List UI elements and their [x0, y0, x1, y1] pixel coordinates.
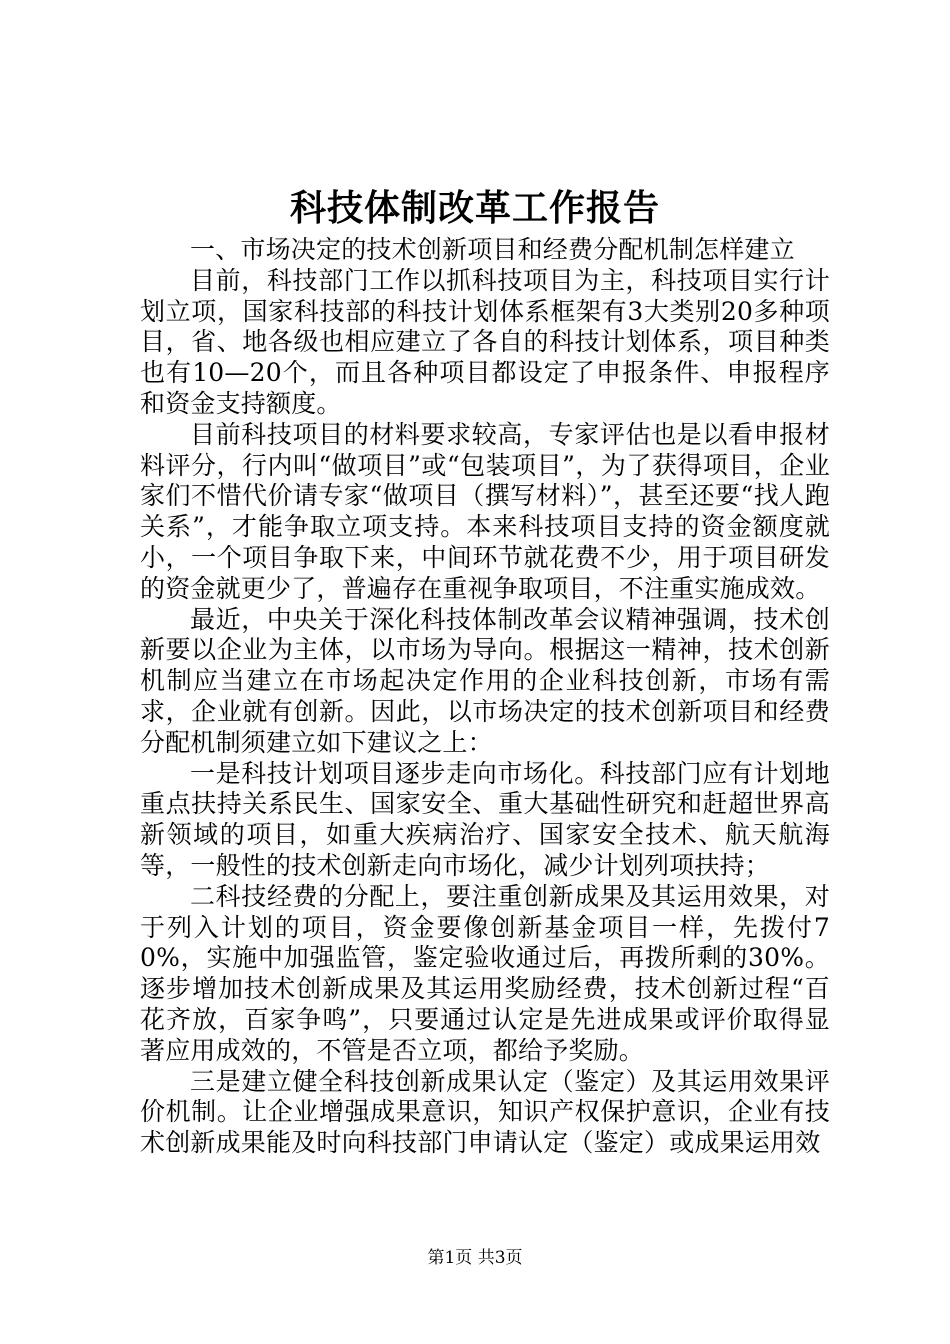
document-title: 科技体制改革工作报告	[289, 187, 660, 229]
page-number-footer: 第1页 共3页	[427, 1248, 523, 1268]
section-heading: 一、市场决定的技术创新项目和经费分配机制怎样建立	[190, 235, 795, 264]
document-body	[140, 235, 830, 1159]
paragraph: 二科技经费的分配上，要注重创新成果及其运用效果，对于列入计划的项目，资金要像创新基金项目一样，先拨付70%，实施中加强监管，鉴定验收通过后，再拨所剩的30%。逐步增加技术创新成果及其运用奖励经费，技术创新过程“百花齐放，百家争鸣”，只要通过认定是先进成果或评价取得显著应用成效的，不管是否立项，都给予奖励。	[140, 881, 830, 1065]
paragraph: 最近，中央关于深化科技体制改革会议精神强调，技术创新要以企业为主体，以市场为导向。根据这一精神，技术创新机制应当建立在市场起决定作用的企业科技创新，市场有需求，企业就有创新。因此，以市场决定的技术创新项目和经费分配机制须建立如下建议之上：	[140, 604, 830, 757]
paragraph: 一是科技计划项目逐步走向市场化。科技部门应有计划地重点扶持关系民生、国家安全、重大基础性研究和赶超世界高新领域的项目，如重大疾病治疗、国家安全技术、航天航海等，一般性的技术创新走向市场化，减少计划列项扶持；	[140, 758, 830, 880]
paragraph: 目前科技项目的材料要求较高，专家评估也是以看申报材料评分，行内叫“做项目”或“包装项目”，为了获得项目，企业家们不惜代价请专家“做项目（撰写材料）”，甚至还要“找人跑关系”，才能争取立项支持。本来科技项目支持的资金额度就小，一个项目争取下来，中间环节就花费不少，用于项目研发的资金就更少了，普遍存在重视争取项目，不注重实施成效。	[140, 419, 830, 603]
paragraph: 目前，科技部门工作以抓科技项目为主，科技项目实行计划立项，国家科技部的科技计划体系框架有3大类别20多种项目，省、地各级也相应建立了各自的科技计划体系，项目种类也有10—20个，而且各种项目都设定了申报条件、申报程序和资金支持额度。	[140, 265, 830, 418]
paragraph: 三是建立健全科技创新成果认定（鉴定）及其运用效果评价机制。让企业增强成果意识，知识产权保护意识，企业有技术创新成果能及时向科技部门申请认定（鉴定）或成果运用效	[140, 1066, 830, 1158]
